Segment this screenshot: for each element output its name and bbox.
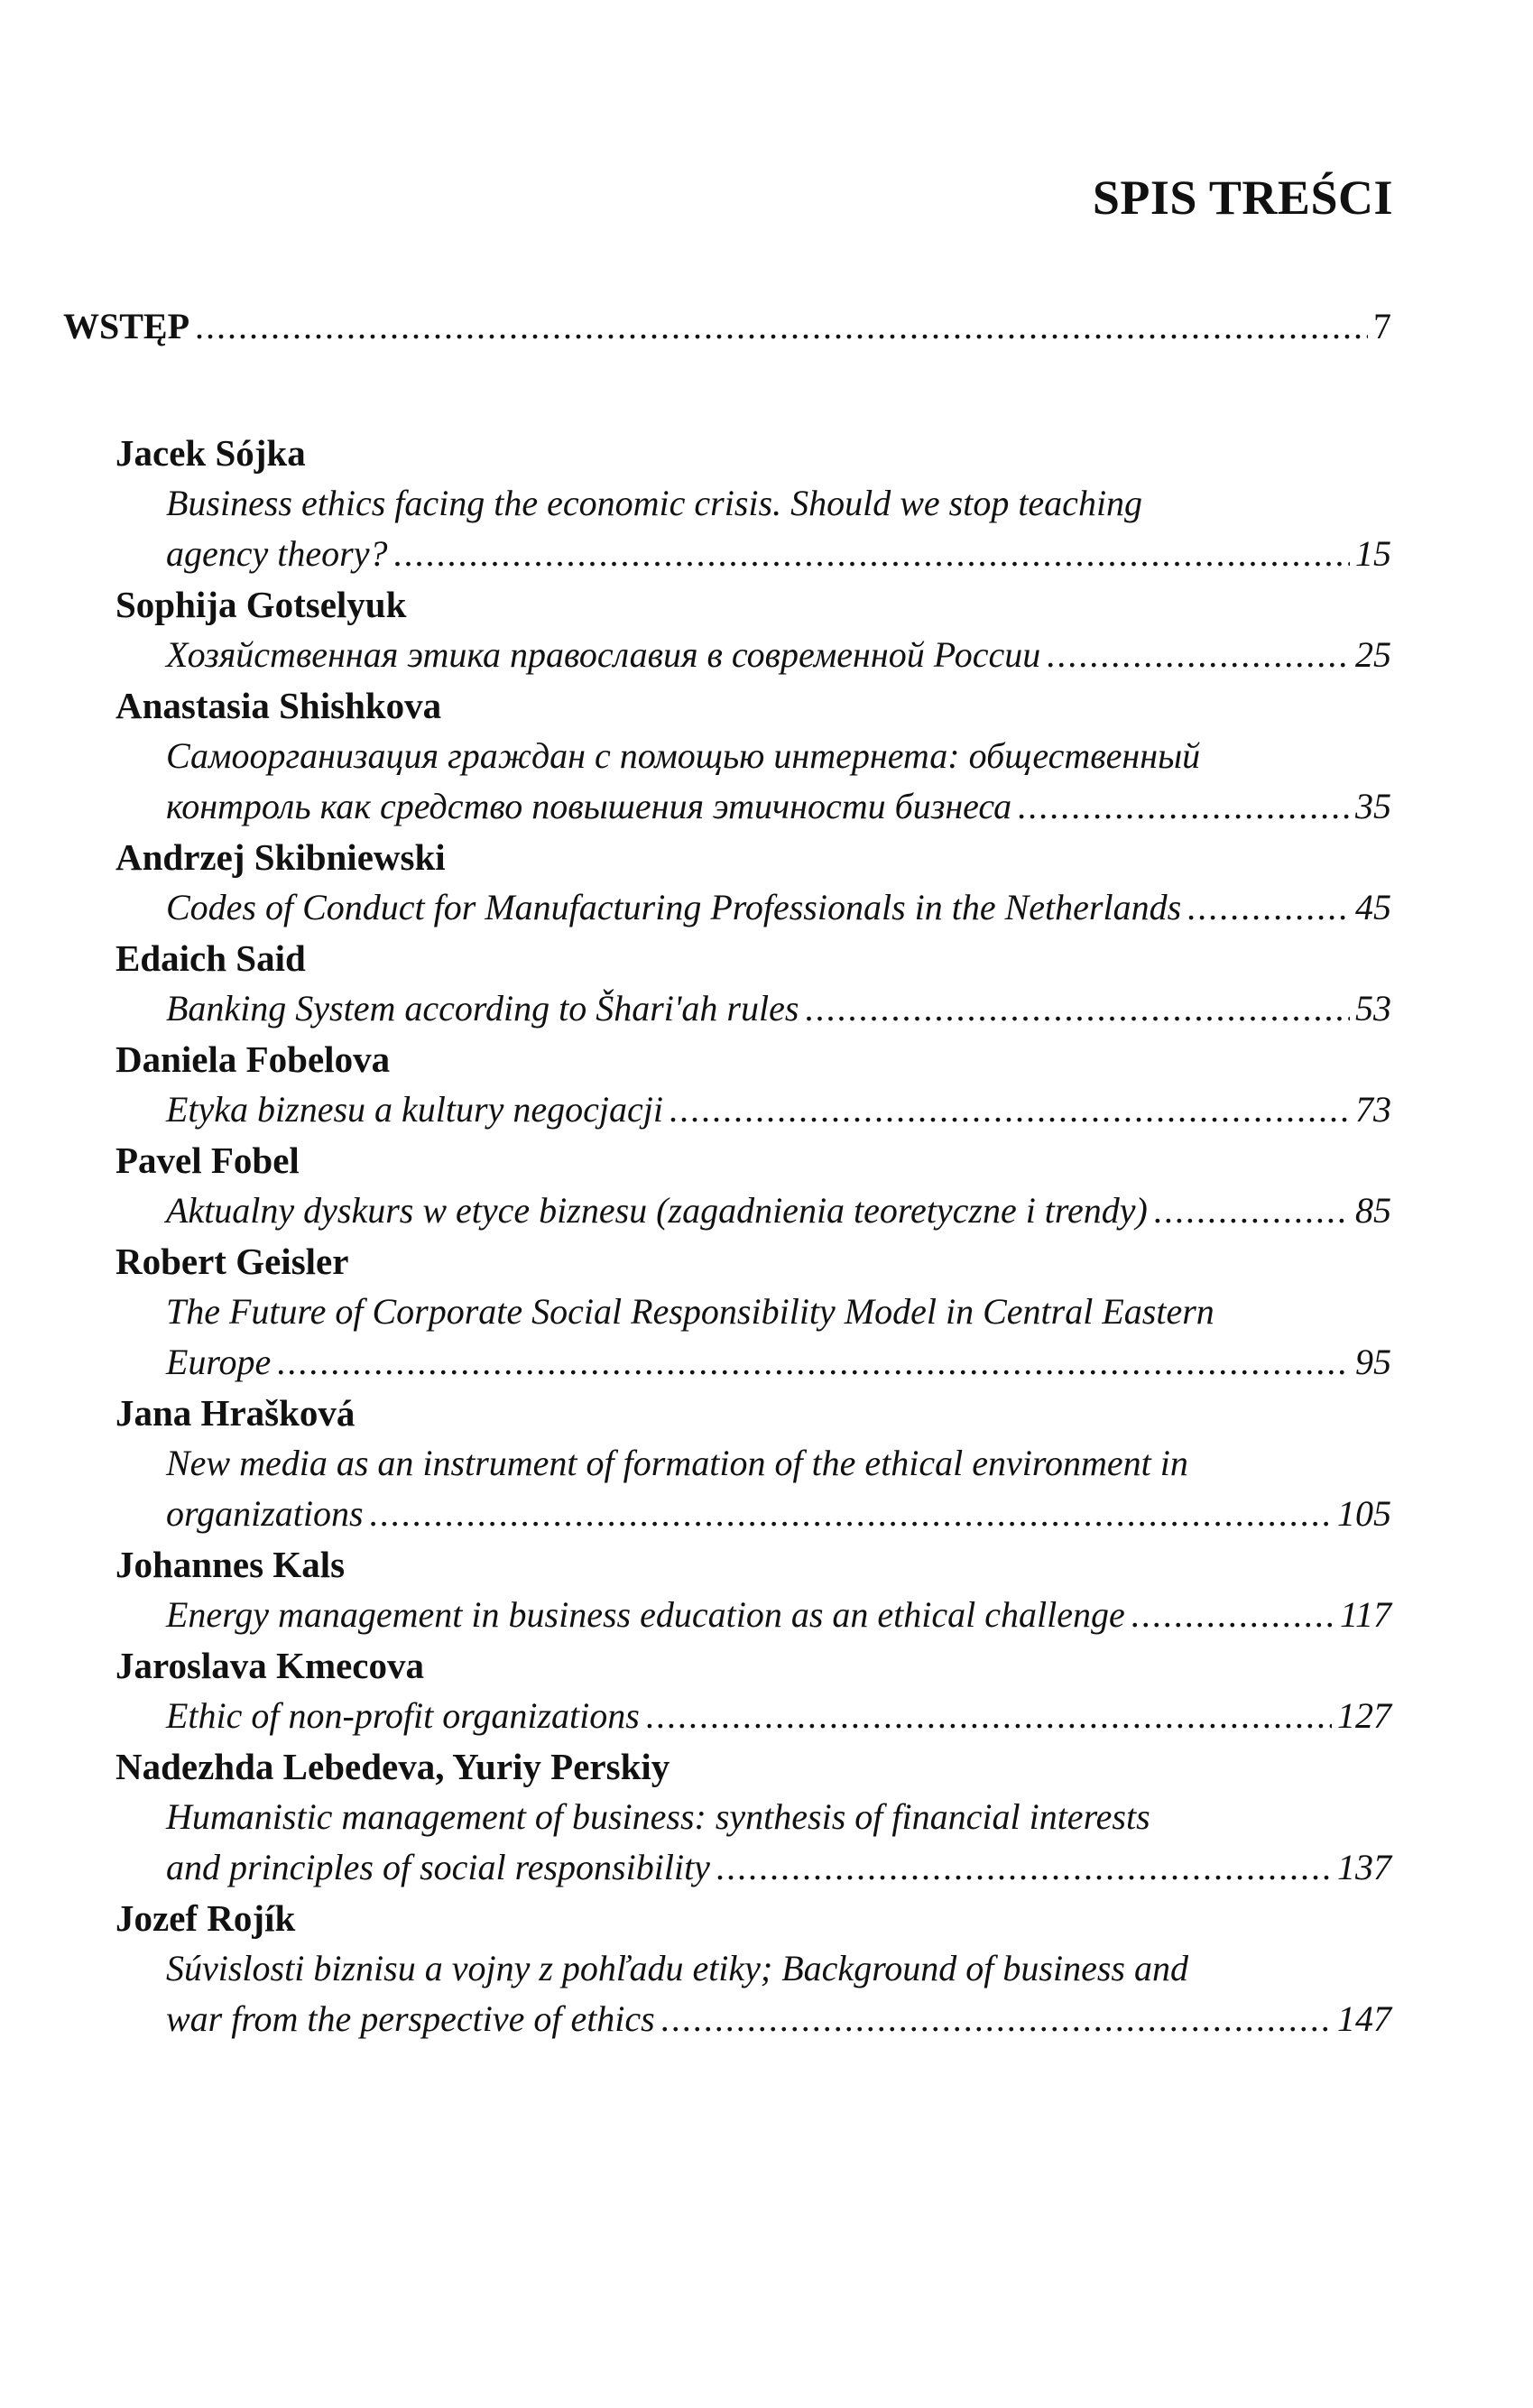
entry-title-line: agency theory?: [166, 533, 388, 574]
entry-title-last-line: [166, 630, 1391, 680]
entry-page-number: 73: [1355, 1089, 1391, 1130]
entry-title-line: Хозяйственная этика православия в современной России: [166, 634, 1041, 675]
entry-author: Jaroslava Kmecova: [115, 1645, 424, 1686]
entry-title-last-line: [166, 1842, 1391, 1893]
dot-leader: [195, 305, 1368, 348]
toc-entry[interactable]: [115, 1388, 1391, 1539]
entry-title: [115, 983, 1391, 1034]
dot-leader: [1131, 1590, 1334, 1640]
entry-title-line: Banking System according to Šhari'ah rules: [166, 988, 799, 1029]
entry-author: Jozef Rojík: [115, 1897, 296, 1939]
entry-title: [115, 1691, 1391, 1741]
entry-title-line: Aktualny dyskurs w etyce biznesu (zagadnienia teoretyczne i trendy): [166, 1190, 1148, 1231]
entry-title-line: Codes of Conduct for Manufacturing Professionals in the Netherlands: [166, 887, 1182, 927]
dot-leader: [1153, 1186, 1350, 1236]
dot-leader: [1187, 882, 1350, 933]
entry-title-line: The Future of Corporate Social Responsibility Model in Central Eastern: [166, 1291, 1214, 1332]
intro-page-number: 7: [1373, 306, 1391, 346]
entry-page-number: 127: [1337, 1695, 1391, 1736]
entry-title-line: контроль как средство повышения этичности бизнеса: [166, 786, 1012, 826]
entry-page-number: 95: [1355, 1342, 1391, 1382]
entry-page-number: 85: [1355, 1190, 1391, 1231]
table-of-contents: [115, 428, 1391, 2044]
entry-title-last-line: [166, 1489, 1391, 1539]
toc-entry[interactable]: [115, 579, 1391, 680]
dot-leader: [369, 1489, 1332, 1539]
entry-author: Daniela Fobelova: [115, 1038, 391, 1080]
dot-leader: [669, 1084, 1350, 1135]
page-title: SPIS TREŚCI: [1092, 171, 1393, 225]
entry-title-line: Europe: [166, 1342, 272, 1382]
entry-author: Jana Hrašková: [115, 1392, 356, 1434]
entry-title-line: Ethic of non-profit organizations: [166, 1695, 640, 1736]
entry-title-line: Humanistic management of business: synthesis of financial interests: [166, 1796, 1150, 1837]
entry-author: Nadezhda Lebedeva, Yuriy Perskiy: [115, 1746, 670, 1787]
entry-author: Pavel Fobel: [115, 1139, 300, 1181]
toc-entry[interactable]: [115, 1135, 1391, 1236]
entry-title-line: New media as an instrument of formation of the ethical environment in: [166, 1443, 1188, 1483]
entry-page-number: 53: [1355, 988, 1391, 1029]
entry-author: Sophija Gotselyuk: [115, 584, 407, 625]
entry-title: [115, 882, 1391, 933]
dot-leader: [804, 983, 1350, 1034]
entry-page-number: 45: [1355, 887, 1391, 927]
entry-author: Johannes Kals: [115, 1544, 346, 1585]
entry-title-last-line: [166, 1590, 1391, 1640]
dot-leader: [276, 1337, 1350, 1388]
entry-page-number: 105: [1337, 1493, 1391, 1534]
entry-page-number: 25: [1355, 634, 1391, 675]
entry-title: [115, 1943, 1391, 2044]
entry-title-last-line: [166, 529, 1391, 579]
entry-title-last-line: [166, 1691, 1391, 1741]
toc-entry[interactable]: [115, 1034, 1391, 1135]
entry-title-last-line: [166, 1994, 1391, 2044]
entry-page-number: 137: [1337, 1847, 1391, 1887]
toc-entry[interactable]: [115, 680, 1391, 832]
dot-leader: [392, 529, 1350, 579]
toc-entry[interactable]: [115, 933, 1391, 1034]
dot-leader: [645, 1691, 1332, 1741]
entry-title-last-line: [166, 1337, 1391, 1388]
toc-entry[interactable]: [115, 1539, 1391, 1640]
toc-entry[interactable]: [115, 1236, 1391, 1388]
dot-leader: [716, 1842, 1332, 1893]
toc-entry[interactable]: [115, 1893, 1391, 2044]
entry-author: Anastasia Shishkova: [115, 685, 442, 726]
entry-author: Andrzej Skibniewski: [115, 836, 446, 878]
entry-title-line: Súvislosti biznisu a vojny z pohľadu etiky; Background of business and: [166, 1948, 1188, 1988]
entry-title: [115, 1287, 1391, 1388]
entry-page-number: 35: [1355, 786, 1391, 826]
entry-author: Edaich Said: [115, 937, 306, 979]
entry-title-last-line: [166, 781, 1391, 832]
entry-title-line: organizations: [166, 1493, 364, 1534]
entry-title-line: Etyka biznesu a kultury negocjacji: [166, 1089, 663, 1130]
entry-title-last-line: [166, 882, 1391, 933]
toc-entry[interactable]: [115, 832, 1391, 933]
entry-title-line: Business ethics facing the economic crisis. Should we stop teaching: [166, 483, 1143, 523]
entry-title-last-line: [166, 983, 1391, 1034]
entry-title: [115, 478, 1391, 579]
entry-author: Jacek Sójka: [115, 432, 306, 474]
intro-label: WSTĘP: [63, 306, 190, 346]
entry-title-line: Energy management in business education as an ethical challenge: [166, 1594, 1125, 1635]
entry-author: Robert Geisler: [115, 1241, 349, 1282]
toc-entry[interactable]: [115, 1640, 1391, 1741]
entry-title: [115, 1186, 1391, 1236]
entry-title-last-line: [166, 1084, 1391, 1135]
entry-page-number: 15: [1355, 533, 1391, 574]
entry-title: [115, 1590, 1391, 1640]
toc-entry[interactable]: [115, 428, 1391, 579]
entry-page-number: 147: [1337, 1998, 1391, 2039]
entry-title-line: Самоорганизация граждан с помощью интернета: общественный: [166, 735, 1201, 776]
toc-intro-row[interactable]: [63, 305, 1391, 348]
entry-title-line: war from the perspective of ethics: [166, 1998, 655, 2039]
toc-entry[interactable]: [115, 1741, 1391, 1893]
entry-title: [115, 630, 1391, 680]
entry-page-number: 117: [1339, 1594, 1391, 1635]
dot-leader: [1046, 630, 1350, 680]
dot-leader: [660, 1994, 1332, 2044]
entry-title: [115, 1792, 1391, 1893]
entry-title: [115, 1084, 1391, 1135]
entry-title: [115, 1438, 1391, 1539]
entry-title-last-line: [166, 1186, 1391, 1236]
entry-title-line: and principles of social responsibility: [166, 1847, 710, 1887]
entry-title: [115, 731, 1391, 832]
dot-leader: [1017, 781, 1350, 832]
